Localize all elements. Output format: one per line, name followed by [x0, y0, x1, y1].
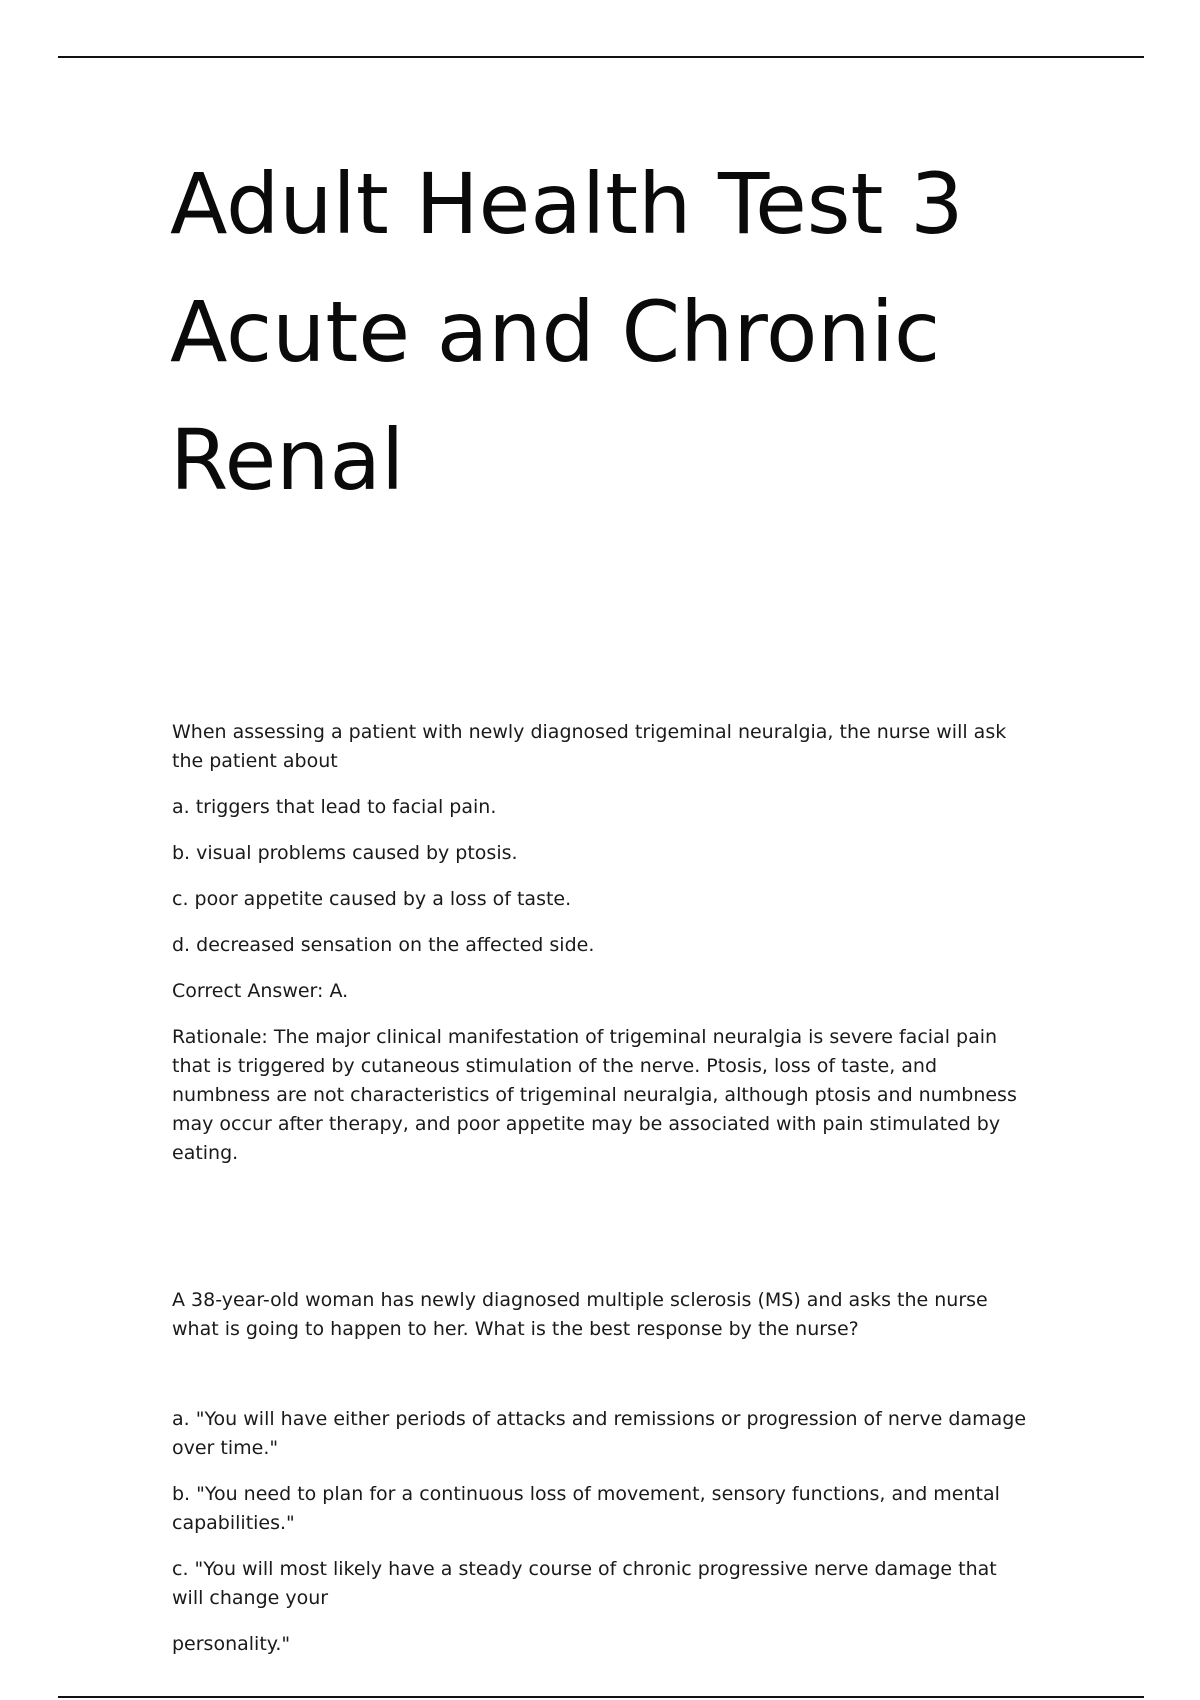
title-line-3: Renal: [170, 411, 405, 509]
question-2-option-c-continuation: personality.": [172, 1633, 291, 1655]
top-rule: [58, 56, 1144, 58]
title-line-1: Adult Health Test 3: [170, 155, 964, 253]
question-1-rationale: Rationale: The major clinical manifestation of trigeminal neuralgia is severe facial pain that is triggered by cutaneous stimulation of the nerve. Ptosis, loss of taste, and numbness are not characteristics of trigeminal neuralgia, although ptosis and numbness may occur after therapy, and poor appetite may be associated with pain stimulated by eating.: [172, 1026, 1017, 1164]
question-1-stem: When assessing a patient with newly diagnosed trigeminal neuralgia, the nurse will ask the patient about: [172, 721, 1007, 772]
question-1-option-b: b. visual problems caused by ptosis.: [172, 842, 518, 864]
question-1-option-a: a. triggers that lead to facial pain.: [172, 796, 497, 818]
title-line-2: Acute and Chronic: [170, 283, 941, 381]
question-2-option-c: c. "You will most likely have a steady course of chronic progressive nerve damage that will change your: [172, 1558, 997, 1609]
bottom-rule: [58, 1696, 1144, 1698]
question-1-answer: Correct Answer: A.: [172, 980, 349, 1002]
question-1-option-c: c. poor appetite caused by a loss of taste.: [172, 888, 572, 910]
question-1-option-d: d. decreased sensation on the affected side.: [172, 934, 595, 956]
question-2-stem: A 38-year-old woman has newly diagnosed multiple sclerosis (MS) and asks the nurse what is going to happen to her. What is the best response by the nurse?: [172, 1289, 988, 1340]
document-body: [172, 718, 1032, 1659]
question-2-option-a: a. "You will have either periods of attacks and remissions or progression of nerve damage over time.": [172, 1408, 1027, 1459]
page-title: [170, 140, 1070, 524]
question-2-option-b: b. "You need to plan for a continuous loss of movement, sensory functions, and mental capabilities.": [172, 1483, 1000, 1534]
